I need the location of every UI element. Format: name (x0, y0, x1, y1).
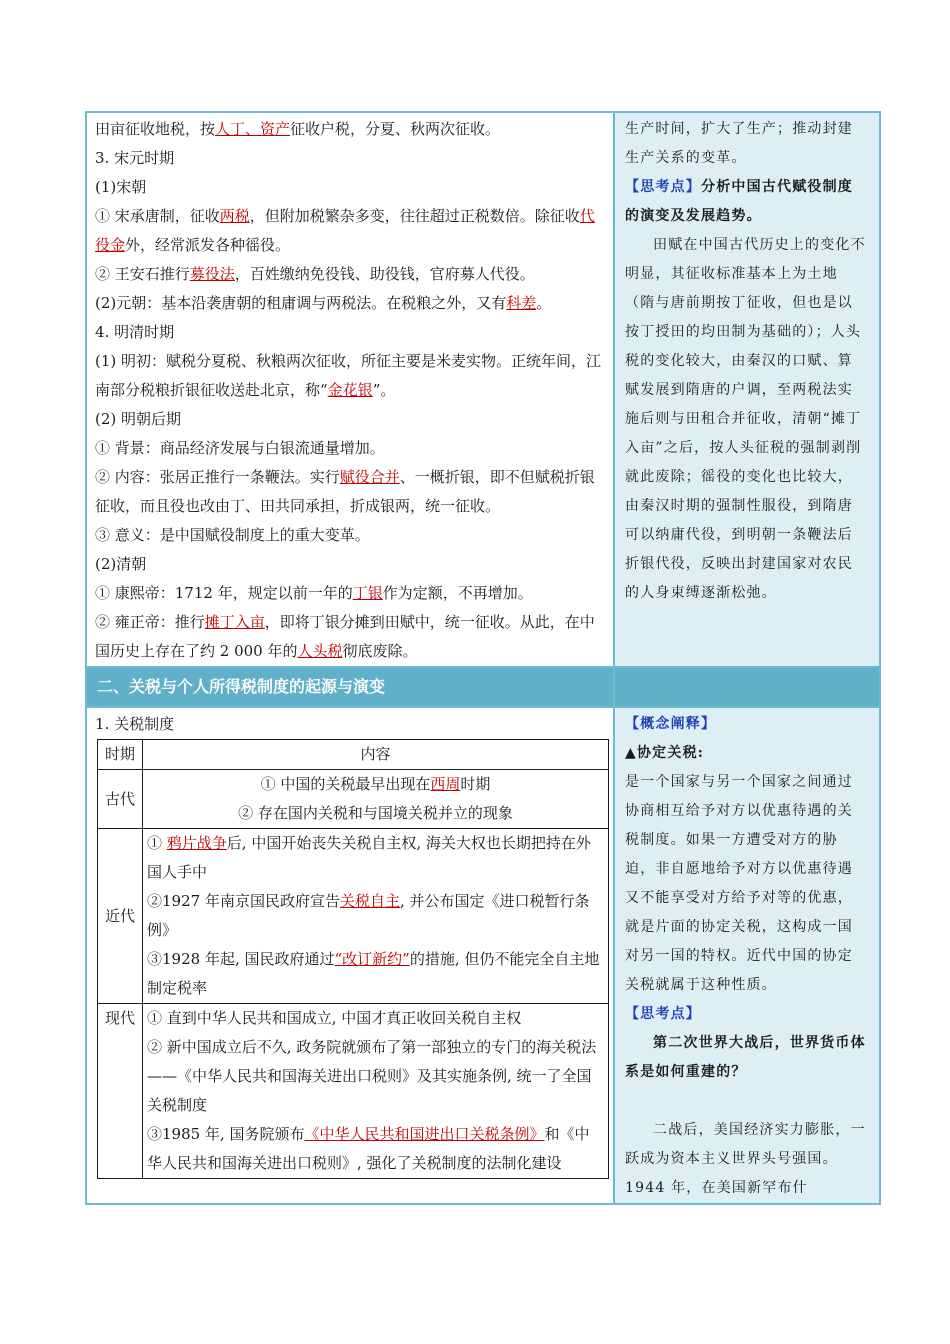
top-row (86, 112, 880, 667)
text-run: 和《中华人民共和国海关进出口税则》, 强化了关税制度的法制化建设 (147, 1125, 590, 1172)
paragraph (95, 173, 605, 202)
key-term: “改订新约” (334, 950, 410, 968)
period-cell: 现代 (98, 1004, 143, 1179)
text-run: ③1985 年, 国务院颁布 (147, 1125, 305, 1143)
content-line (147, 799, 604, 828)
text-run: ②1927 年南京国民政府宣告 (147, 892, 340, 910)
spacer (625, 1087, 867, 1116)
key-term: 丁银 (352, 584, 383, 602)
text-run: 3. 宋元时期 (95, 149, 175, 167)
text-run: , 并公布国定《进口税暂行条例》 (147, 892, 590, 939)
table-row (98, 770, 609, 829)
text-run: (1) 明初：赋税分夏税、秋粮两次征收，所征主要是米麦实物。正统年间，江南部分税粮折银征收送赴北京，称“ (95, 352, 602, 399)
paragraph (95, 318, 605, 347)
content-cell (143, 829, 609, 1004)
top-side-text (615, 113, 879, 608)
content-line (147, 887, 604, 945)
text-run: ② 王安石推行 (95, 265, 190, 283)
text-run: 4. 明清时期 (95, 323, 175, 341)
text-run: 的措施, 但仍不能完全自主地制定税率 (147, 950, 600, 997)
text-run: (2)元朝：基本沿袭唐朝的租庸调与两税法。在税粮之外，又有 (95, 294, 507, 312)
concept-definition: 是一个国家与另一个国家之间通过协商相互给予对方以优惠待遇的关税制度。如果一方遭受对方的胁迫，非自愿地给予对方以优惠待遇又不能享受对方给予对等的优惠，就是片面的协定关税，这构成一国对另一国的特权。近代中国的协定关税就属于这种性质。 (625, 774, 853, 993)
concept-column (614, 707, 880, 1204)
concept-text (615, 708, 879, 1203)
content-cell (143, 1004, 609, 1179)
text-run: ① 直到中华人民共和国成立, 中国才真正收回关税自主权 (147, 1009, 522, 1027)
content-line (147, 770, 604, 799)
paragraph (95, 405, 605, 434)
content-line (147, 1033, 604, 1120)
table-header-cell: 内容 (143, 740, 609, 770)
top-main-text (87, 113, 613, 666)
period-cell: 古代 (98, 770, 143, 829)
text-run: ① 中国的关税最早出现在 (260, 775, 431, 793)
text-run: 。 (536, 294, 552, 312)
text-run: 彻底废除。 (342, 642, 418, 660)
key-term: 《中华人民共和国进出口关税条例》 (304, 1125, 545, 1143)
paragraph (95, 144, 605, 173)
paragraph (95, 202, 605, 260)
paragraph (95, 579, 605, 608)
section-title-side (614, 667, 880, 707)
tariff-subtitle: 1. 关税制度 (95, 715, 175, 733)
side-column (614, 112, 880, 667)
content-line (147, 945, 604, 1003)
paragraph (95, 463, 605, 521)
text-run: 田亩征收地税，按 (95, 120, 216, 138)
key-term: 西周 (430, 775, 461, 793)
paragraph (95, 521, 605, 550)
think-point-1 (625, 173, 867, 231)
text-run: 后, 中国开始丧失关税自主权, 海关大权也长期把持在外国人手中 (147, 834, 591, 881)
think-tag: 【思考点】 (625, 179, 701, 195)
key-term: 人头税 (297, 642, 343, 660)
tariff-content (87, 708, 613, 1179)
table-row (98, 829, 609, 1004)
content-cell (143, 770, 609, 829)
content-line (147, 1120, 604, 1178)
key-term: 摊丁入亩 (204, 613, 265, 631)
text-run: 作为定额，不再增加。 (382, 584, 533, 602)
outer-table (85, 111, 881, 1205)
text-run: 时期 (460, 775, 491, 793)
text-run: ② 雍正帝：推行 (95, 613, 205, 631)
text-run: ③ 意义：是中国赋役制度上的重大变革。 (95, 526, 370, 544)
text-run: ② 存在国内关税和与国境关税并立的现象 (238, 804, 513, 822)
key-term: 赋役合并 (339, 468, 400, 486)
bottom-row (86, 707, 880, 1204)
side-intro: 生产时间，扩大了生产；推动封建生产关系的变革。 (625, 121, 853, 166)
page (85, 111, 879, 1205)
text-run: (2)清朝 (95, 555, 147, 573)
text-run: ② 新中国成立后不久, 政务院就颁布了第一部独立的专门的海关税法——《中华人民共和国海关进出口税则》及其实施条例, 统一了全国关税制度 (147, 1038, 597, 1114)
text-run: (2) 明朝后期 (95, 410, 182, 428)
main-column (86, 112, 614, 667)
text-run: ① 康熙帝：1712 年，规定以前一年的 (95, 584, 353, 602)
paragraph (95, 608, 605, 666)
concept-tag: 【概念阐释】 (625, 716, 717, 732)
paragraph (95, 550, 605, 579)
key-term: 金花银 (327, 381, 373, 399)
text-run: ① (147, 834, 167, 852)
tariff-table (97, 739, 609, 1179)
table-header-cell: 时期 (98, 740, 143, 770)
text-run: ，百姓缴纳免役钱、助役钱，官府募人代役。 (234, 265, 535, 283)
think-question: 分析中国古代赋役制度的演变及发展趋势。 (625, 179, 853, 224)
key-term: 代役金 (95, 207, 595, 254)
text-run: ① 宋承唐制，征收 (95, 207, 220, 225)
text-run: ，即将丁银分摊到田赋中，统一征收。从此，在中国历史上存在了约 2 000 年的 (95, 613, 595, 660)
concept-term: ▲协定关税: (625, 745, 705, 761)
text-run: 征收户税，分夏、秋两次征收。 (290, 120, 501, 138)
think-question-2: 第二次世界大战后，世界货币体系是如何重建的？ (625, 1035, 866, 1080)
period-cell: 近代 (98, 829, 143, 1004)
text-run: ③1928 年起, 国民政府通过 (147, 950, 335, 968)
text-run: ，但附加税繁杂多变，往往超过正税数倍。除征收 (249, 207, 580, 225)
think-answer: 田赋在中国古代历史上的变化不明显，其征收标准基本上为土地（隋与唐前期按丁征收，但也是以按丁授田的均田制为基础的）；人头税的变化较大，由秦汉的口赋、算赋发展到隋唐的户调，至两税法实施后则与田租合并征收，清朝“摊丁入亩”之后，按人头征税的强制剥削就此废除；徭役的变化也比较大，由秦汉时期的强制性服役，到隋唐可以纳庸代役，到明朝一条鞭法后折银代役，反映出封建国家对农民的人身束缚逐渐松弛。 (625, 237, 866, 601)
tariff-column (86, 707, 614, 1204)
paragraph (95, 347, 605, 405)
text-run: ”。 (372, 381, 396, 399)
key-term: 科差 (506, 294, 537, 312)
paragraph (95, 434, 605, 463)
key-term: 鸦片战争 (166, 834, 227, 852)
key-term: 人丁、资产 (215, 120, 291, 138)
text-run: (1)宋朝 (95, 178, 147, 196)
key-term: 两税 (219, 207, 250, 225)
text-run: ① 背景：商品经济发展与白银流通量增加。 (95, 439, 385, 457)
key-term: 募役法 (189, 265, 235, 283)
text-run: 、一概折银，即不但赋税折银征收，而且役也改由丁、田共同承担，折成银两，统一征收。 (95, 468, 595, 515)
section-title-cell (86, 667, 614, 707)
table-header-row (98, 740, 609, 770)
paragraph (95, 289, 605, 318)
paragraph (95, 115, 605, 144)
think-tag-2: 【思考点】 (625, 1006, 701, 1022)
content-line (147, 1004, 604, 1033)
section-title: 二、关税与个人所得税制度的起源与演变 (97, 677, 386, 696)
think-answer-2: 二战后，美国经济实力膨胀，一跃成为资本主义世界头号强国。1944 年，在美国新罕布什 (625, 1122, 866, 1196)
key-term: 关税自主 (339, 892, 400, 910)
paragraph (95, 260, 605, 289)
table-row (98, 1004, 609, 1179)
content-line (147, 829, 604, 887)
text-run: ② 内容：张居正推行一条鞭法。实行 (95, 468, 340, 486)
text-run: 外，经常派发各种徭役。 (125, 236, 291, 254)
section-header-row (86, 667, 880, 707)
